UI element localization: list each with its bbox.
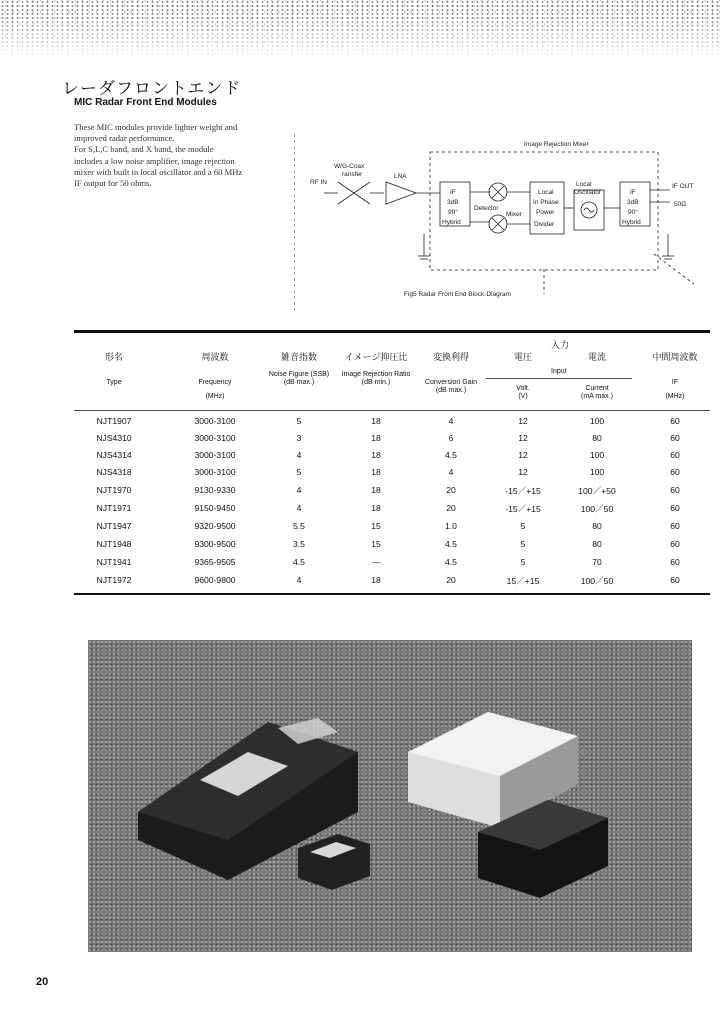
col-header-jp: 雑音指数 (280, 352, 317, 362)
cell-volt: 12 (518, 450, 528, 460)
hybrid-left-line: 3dB (447, 199, 459, 206)
cell-frequency: 3000-3100 (194, 433, 236, 443)
cell-rejection: 18 (371, 485, 381, 495)
intro-line: includes a low noise amplifier, image rejection (74, 155, 235, 166)
intro-line: mixer with built in local oscillator and a 60 MHz (74, 166, 243, 177)
col-header-unit: (mA max.) (581, 393, 613, 400)
col-header-en: Current (585, 385, 609, 392)
table-row (74, 467, 710, 484)
cell-type: NJT1971 (96, 503, 132, 513)
lna-triangle (386, 182, 416, 204)
hybrid-right-line: Hybrid (622, 219, 641, 226)
hybrid-left-line: IF (450, 189, 456, 196)
table-row (74, 503, 710, 520)
cell-rejection: 18 (371, 433, 381, 443)
col-header-jp: 変換利得 (432, 352, 469, 362)
divider-line: Local (538, 189, 554, 196)
col-header-jp: イメージ抑圧比 (344, 352, 408, 362)
table-rule-header (74, 410, 710, 411)
cell-noise: 5 (296, 416, 302, 426)
cell-volt: 12 (518, 467, 528, 477)
cell-gain: 4 (448, 467, 454, 477)
cell-gain: 4 (448, 416, 454, 426)
col-header-jp: 電流 (587, 352, 606, 362)
cell-if: 60 (670, 575, 680, 585)
cell-rejection: — (371, 557, 381, 567)
cell-type: NJS4310 (96, 433, 132, 443)
input-label-en: Input (551, 368, 567, 375)
product-photo (88, 640, 692, 952)
col-header-en: Image Rejection Ratio (341, 371, 411, 378)
table-rule-bottom (74, 593, 710, 595)
detector-label: Detector (474, 205, 499, 212)
cell-current: 100／50 (580, 576, 614, 586)
cell-noise: 4.5 (293, 557, 305, 567)
table-row (74, 433, 710, 450)
col-header-current (562, 350, 632, 400)
cell-gain: 4.5 (445, 450, 457, 460)
block-diagram-svg (294, 134, 710, 314)
cell-if: 60 (670, 467, 680, 477)
mixer-label-small: Mixer (506, 211, 522, 218)
cell-rejection: 15 (371, 521, 381, 531)
cell-current: 70 (592, 557, 602, 567)
input-label-jp: 入力 (551, 340, 570, 350)
divider-line: In Phase (533, 199, 559, 206)
cell-frequency: 3000-3100 (194, 450, 236, 460)
col-header-volt (488, 350, 558, 400)
col-header-jp: 形名 (104, 352, 123, 362)
col-header-unit: (dB min.) (361, 379, 391, 386)
col-header-unit: (dB max.) (283, 379, 315, 386)
cell-current: 100／+50 (578, 486, 616, 496)
block-diagram (294, 134, 710, 314)
cell-rejection: 18 (371, 575, 381, 585)
table-row (74, 557, 710, 574)
cell-if: 60 (670, 539, 680, 549)
col-header-frequency (170, 350, 260, 400)
col-header-image-rejection (336, 350, 416, 386)
hybrid-left-line: 90° (448, 209, 458, 216)
divider-line: Power (536, 209, 555, 216)
col-header-en: Frequency (198, 379, 232, 386)
diagram-caption: Fig5 Radar Front End Block-Diagram (404, 291, 511, 298)
cell-current: 80 (592, 539, 602, 549)
scan-noise-band (0, 0, 720, 60)
intro-paragraph (74, 122, 274, 189)
cell-noise: 5.5 (293, 521, 305, 531)
col-header-unit: (MHz) (665, 393, 685, 400)
cell-noise: 3.5 (293, 539, 305, 549)
cell-frequency: 9600-9800 (194, 575, 236, 585)
col-header-jp: 中間周波数 (652, 352, 698, 362)
cell-noise: 3 (296, 433, 302, 443)
cell-rejection: 18 (371, 503, 381, 513)
col-header-conversion (418, 350, 484, 394)
cell-if: 60 (670, 503, 680, 513)
product-photo-svg (88, 640, 692, 952)
cell-rejection: 18 (371, 450, 381, 460)
table-rule-top (74, 330, 710, 333)
cell-rejection: 18 (371, 416, 381, 426)
cell-frequency: 3000-3100 (194, 467, 236, 477)
cell-current: 100／50 (580, 504, 614, 514)
cell-noise: 4 (296, 450, 302, 460)
cell-rejection: 18 (371, 467, 381, 477)
col-header-unit: (dB max.) (435, 387, 467, 394)
cell-current: 100 (589, 450, 605, 460)
cell-if: 60 (670, 416, 680, 426)
cell-gain: 4.5 (445, 557, 457, 567)
cell-noise: 4 (296, 575, 302, 585)
table-row (74, 450, 710, 467)
table-row (74, 485, 710, 502)
cell-type: NJS4314 (96, 450, 132, 460)
cell-gain: 1.0 (445, 521, 457, 531)
hybrid-right-line: IF (630, 189, 636, 196)
intro-line: These MIC modules provide lighter weight and (74, 122, 238, 132)
cell-current: 100 (589, 467, 605, 477)
cell-rejection: 15 (371, 539, 381, 549)
table-row (74, 539, 710, 556)
cell-volt: 5 (520, 557, 526, 567)
rf-in-label: RF IN (310, 179, 327, 186)
cell-frequency: 9300-9500 (194, 539, 236, 549)
cell-type: NJT1972 (96, 575, 132, 585)
mixer-label: Image Rejection Mixer (524, 141, 589, 148)
cell-noise: 4 (296, 485, 302, 495)
cell-noise: 4 (296, 503, 302, 513)
col-header-type (74, 350, 154, 387)
page-number: 20 (36, 976, 49, 988)
cell-volt: 12 (518, 433, 528, 443)
ohm-label: 50Ω (674, 201, 687, 208)
intro-line: improved radar performance. (74, 133, 175, 144)
page-title-jp: レーダフロントエンド (62, 79, 242, 98)
col-header-en: Noise Figure (SSB) (268, 371, 330, 378)
cell-if: 60 (670, 450, 680, 460)
col-header-noise (264, 350, 334, 386)
intro-line: IF output for 50 ohms. (74, 178, 152, 189)
cell-type: NJT1948 (96, 539, 132, 549)
cell-type: NJS4318 (96, 467, 132, 477)
intro-line: For S,L,C band, and X band, the module (74, 144, 214, 155)
wg-coax-label-2: ransfer (342, 171, 363, 178)
cell-volt: 5 (520, 521, 526, 531)
cell-type: NJT1907 (96, 416, 132, 426)
cell-volt: 5 (520, 539, 526, 549)
oscillator-line: Oscillator (574, 189, 602, 196)
cell-gain: 20 (446, 503, 456, 513)
col-header-unit: (MHz) (205, 393, 225, 400)
cell-if: 60 (670, 521, 680, 531)
col-header-en: Type (106, 379, 122, 386)
col-header-en: Volt. (516, 385, 530, 392)
cell-volt: -15／+15 (505, 504, 541, 514)
page-title-en: MIC Radar Front End Modules (74, 97, 217, 108)
if-out-label: IF OUT (672, 183, 694, 190)
cell-frequency: 9130-9330 (194, 485, 236, 495)
cell-gain: 20 (446, 485, 456, 495)
cell-current: 80 (592, 521, 602, 531)
cell-current: 80 (592, 433, 602, 443)
cell-type: NJT1941 (96, 557, 132, 567)
cell-frequency: 9320-9500 (194, 521, 236, 531)
lna-label: LNA (394, 173, 407, 180)
cell-gain: 6 (448, 433, 454, 443)
col-header-if (640, 350, 710, 400)
cell-if: 60 (670, 433, 680, 443)
cell-type: NJT1947 (96, 521, 132, 531)
cell-if: 60 (670, 557, 680, 567)
table-row (74, 521, 710, 538)
cell-volt: -15／+15 (505, 486, 541, 496)
hybrid-right-line: 3dB (627, 199, 639, 206)
hybrid-right-line: 90° (628, 209, 638, 216)
cell-current: 100 (589, 416, 605, 426)
cell-frequency: 9150-9450 (194, 503, 236, 513)
cell-volt: 12 (518, 416, 528, 426)
divider-line: Divider (534, 221, 555, 228)
cell-frequency: 9365-9505 (194, 557, 236, 567)
oscillator-line: Local (576, 181, 592, 188)
col-header-en: Conversion Gain (424, 379, 478, 386)
cell-gain: 4.5 (445, 539, 457, 549)
module-small (298, 834, 370, 890)
col-header-en: IF (671, 379, 679, 386)
cell-volt: 15／+15 (506, 576, 540, 586)
table-row (74, 575, 710, 592)
cell-noise: 5 (296, 467, 302, 477)
hybrid-left-line: Hybrid (442, 219, 461, 226)
table-row (74, 416, 710, 433)
cell-gain: 20 (446, 575, 456, 585)
cell-type: NJT1970 (96, 485, 132, 495)
wg-coax-label: W/G-Coax (334, 163, 365, 170)
cell-frequency: 3000-3100 (194, 416, 236, 426)
col-header-jp: 周波数 (201, 352, 229, 362)
col-header-unit: (V) (518, 393, 528, 400)
cell-if: 60 (670, 485, 680, 495)
col-header-jp: 電圧 (513, 352, 532, 362)
